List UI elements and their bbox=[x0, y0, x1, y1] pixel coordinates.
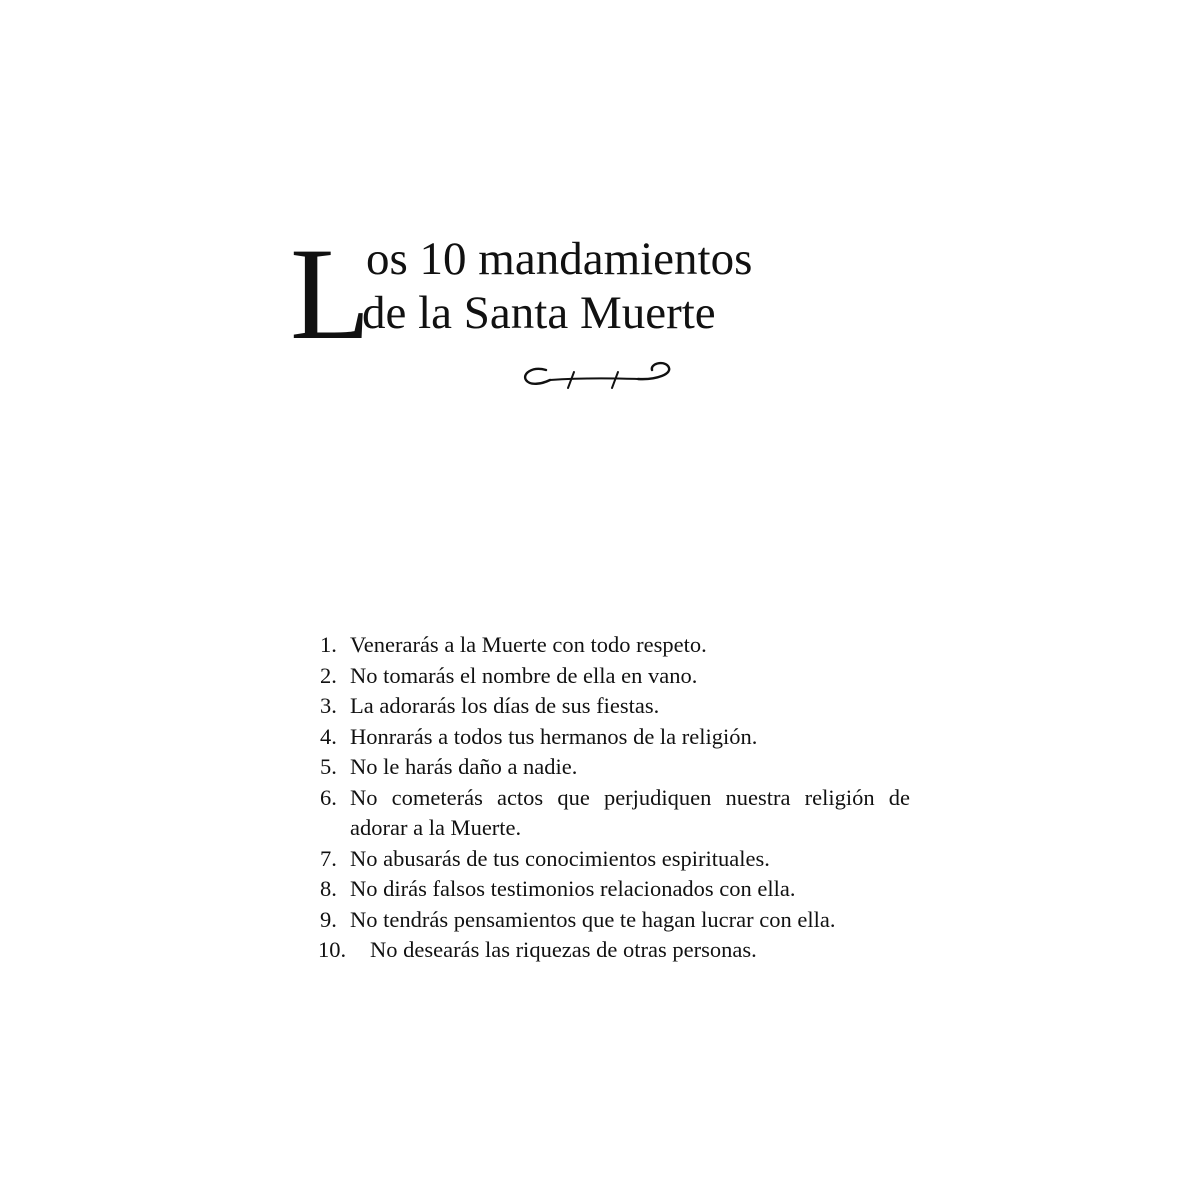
item-number: 6. bbox=[320, 784, 337, 810]
list-item bbox=[318, 935, 938, 966]
item-text: No desearás las riquezas de otras personas. bbox=[370, 937, 757, 962]
item-number: 9. bbox=[320, 906, 337, 932]
list-item bbox=[318, 691, 938, 722]
flourish-ornament-icon bbox=[518, 358, 678, 398]
list-item bbox=[318, 722, 938, 753]
list-item bbox=[318, 844, 938, 875]
item-number: 5. bbox=[320, 754, 337, 779]
item-number: 1. bbox=[320, 632, 337, 657]
item-number: 2. bbox=[320, 662, 337, 688]
list-item bbox=[318, 783, 938, 844]
list-item bbox=[318, 905, 938, 936]
item-text: No abusarás de tus conocimientos espirituales. bbox=[350, 845, 770, 871]
item-text: No tomarás el nombre de ella en vano. bbox=[350, 662, 698, 688]
item-number: 3. bbox=[320, 693, 337, 718]
item-text: La adorarás los días de sus fiestas. bbox=[350, 693, 660, 718]
title-drop-cap: L bbox=[290, 220, 371, 367]
title-line-1: os 10 mandamientos bbox=[366, 233, 753, 285]
item-text: Honrarás a todos tus hermanos de la religión. bbox=[350, 723, 758, 749]
title-line-2: de la Santa Muerte bbox=[362, 287, 716, 339]
item-text: No tendrás pensamientos que te hagan lucrar con ella. bbox=[350, 906, 836, 932]
item-number: 10. bbox=[318, 937, 347, 962]
item-text: Venerarás a la Muerte con todo respeto. bbox=[350, 632, 707, 657]
item-number: 8. bbox=[320, 876, 337, 901]
item-text: No dirás falsos testimonios relacionados con ella. bbox=[350, 876, 796, 901]
list-item bbox=[318, 752, 938, 783]
list-item bbox=[318, 874, 938, 905]
list-item bbox=[318, 630, 938, 661]
item-number: 4. bbox=[320, 723, 337, 749]
list-item bbox=[318, 661, 938, 692]
page-title bbox=[290, 220, 810, 367]
item-number: 7. bbox=[320, 845, 337, 871]
commandments-list bbox=[318, 630, 938, 966]
item-text: No cometerás actos que perjudiquen nuestra religión de adorar a la Muerte. bbox=[350, 784, 910, 840]
item-text: No le harás daño a nadie. bbox=[350, 754, 578, 779]
